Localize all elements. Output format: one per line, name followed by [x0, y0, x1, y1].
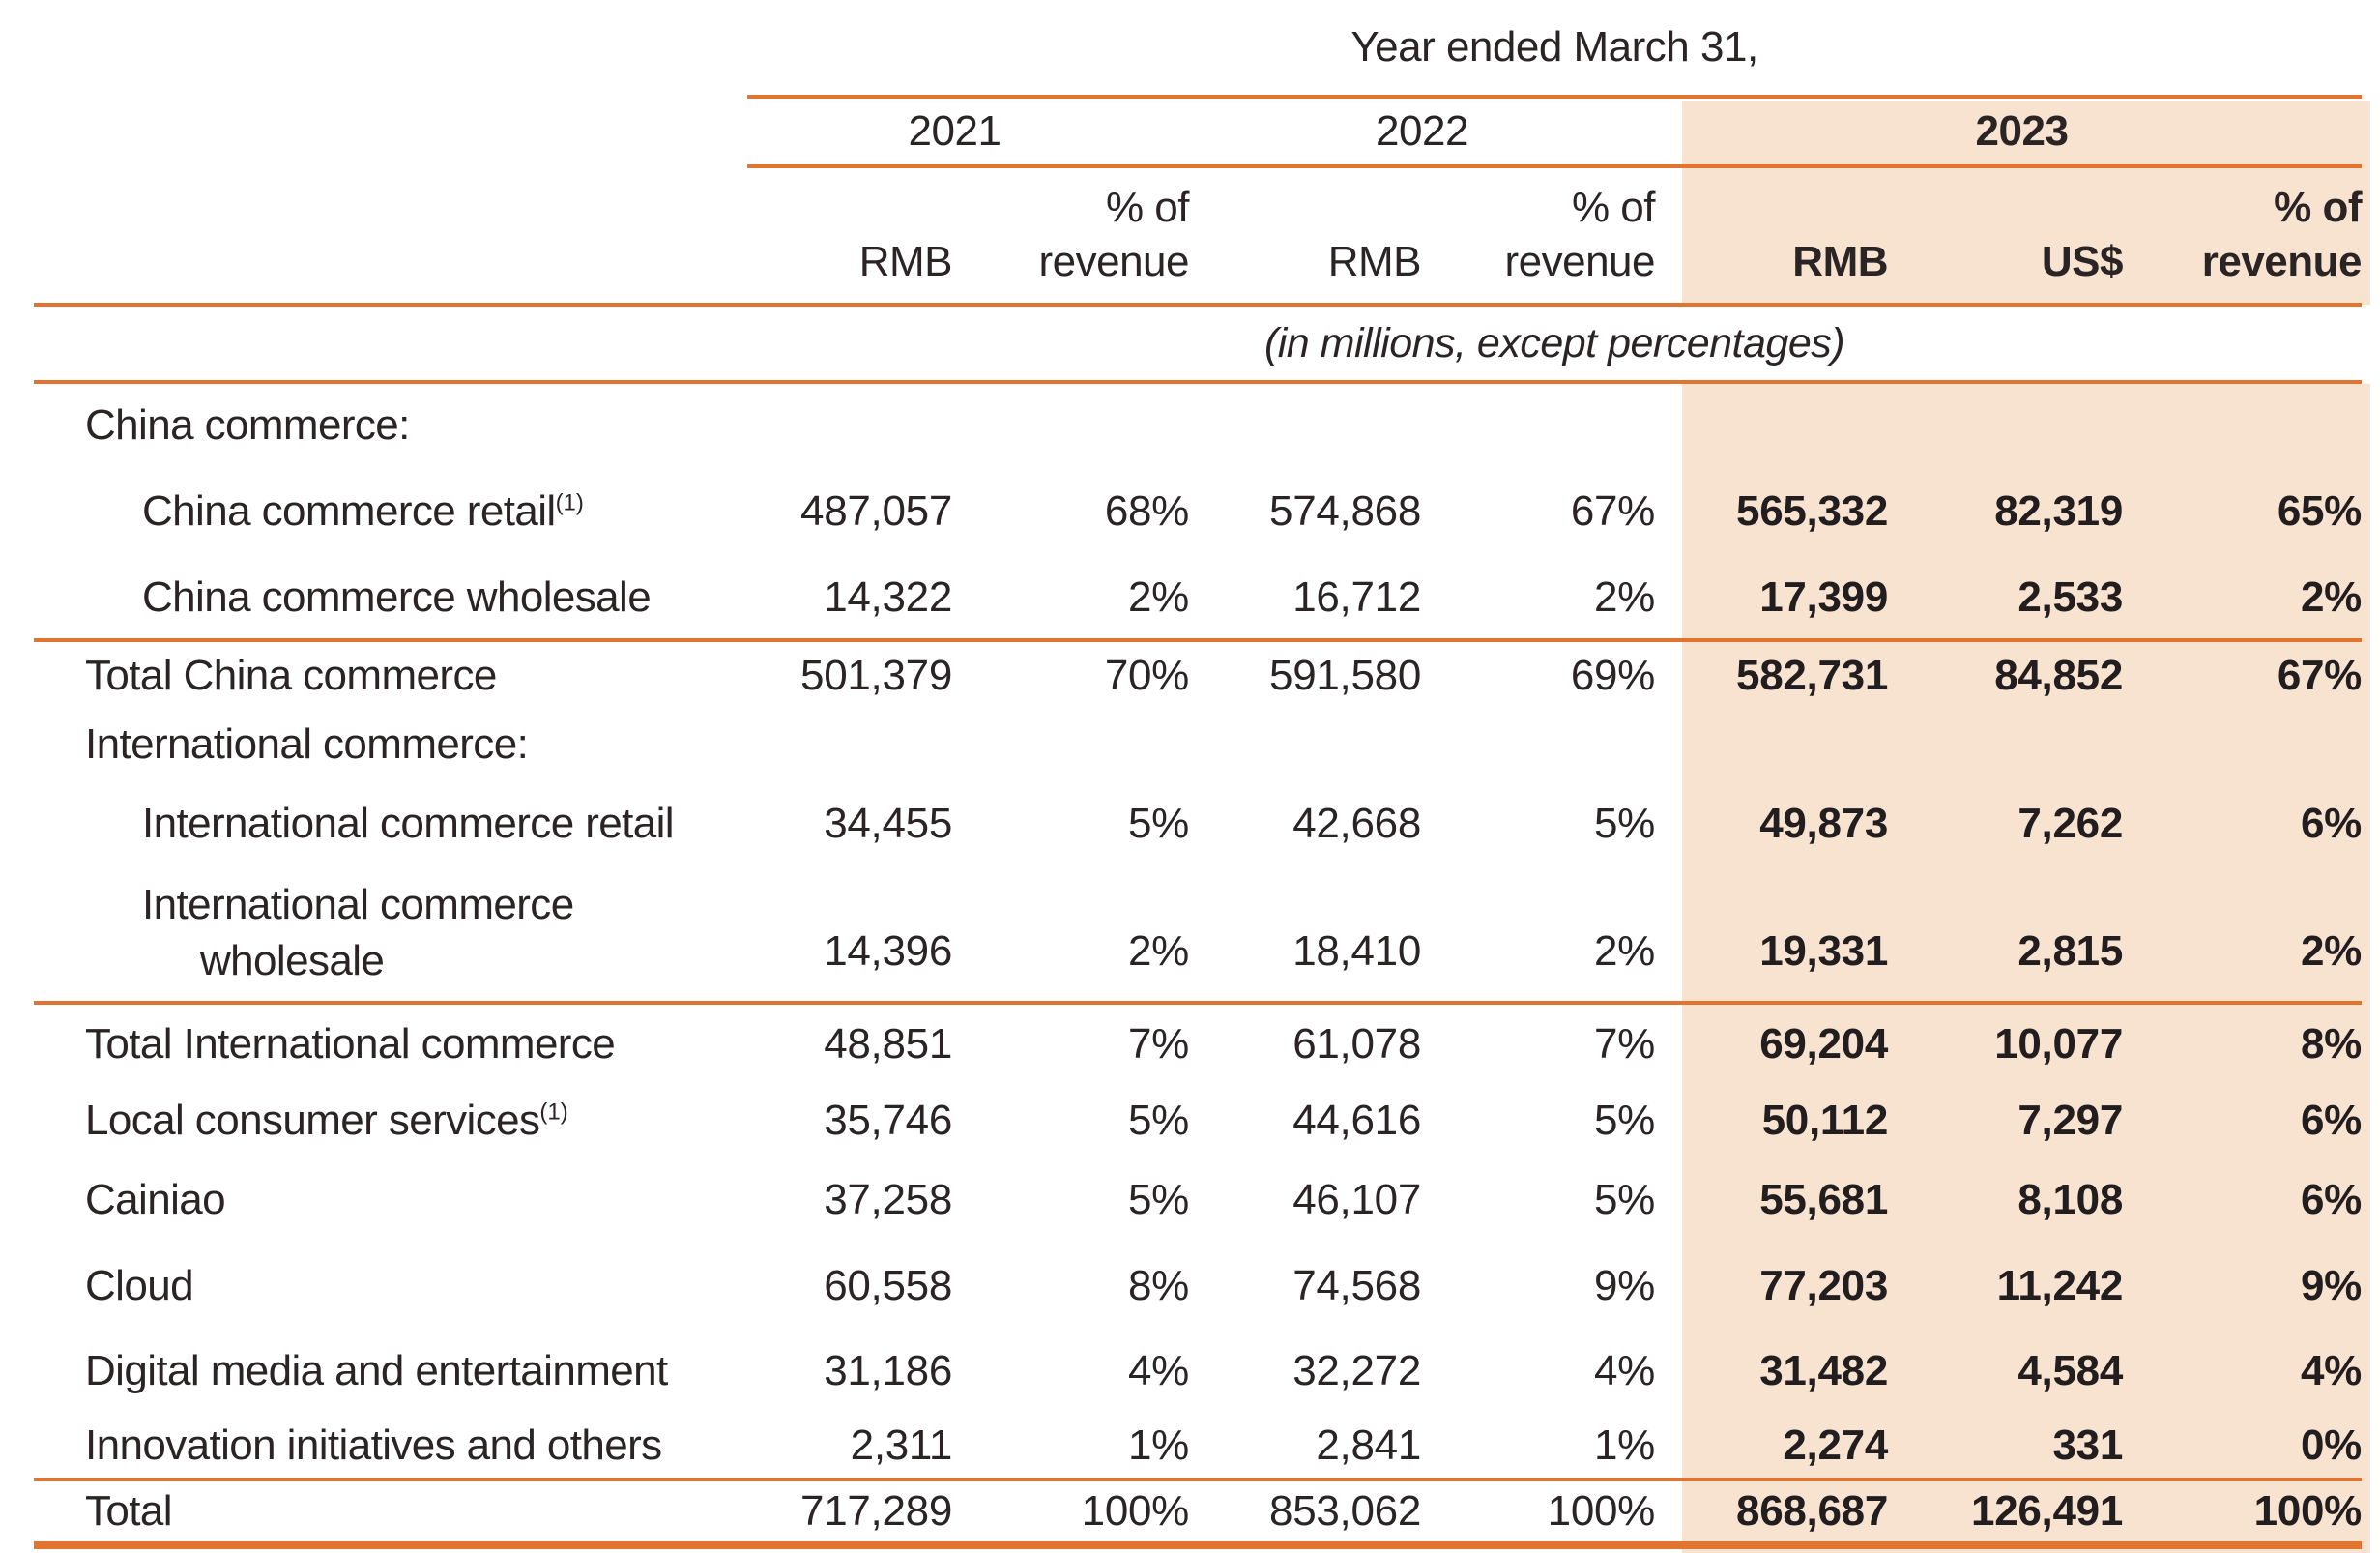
cell-value: 34,455 [824, 800, 952, 847]
cell-value: 9% [2301, 1262, 2362, 1309]
cell-value: 6% [2301, 800, 2362, 847]
cell-value: 61,078 [1292, 1020, 1421, 1068]
cell-value: 67% [2277, 652, 2362, 699]
cell-value: 32,272 [1292, 1347, 1421, 1394]
cell-value: 868,687 [1736, 1487, 1888, 1535]
row-label [34, 570, 720, 626]
cell-value: 0% [2301, 1421, 2362, 1469]
table-row [34, 1243, 2362, 1330]
cell-value: 574,868 [1269, 487, 1421, 535]
year-header-row [34, 99, 2362, 164]
col-header-2023-usd [1888, 168, 2123, 303]
cell-value: 68% [1104, 487, 1189, 535]
cell-value: 14,396 [824, 927, 952, 975]
cell-value: 8,108 [2017, 1176, 2123, 1223]
cell-value: 74,568 [1292, 1262, 1421, 1309]
row-label-text: China commerce: [85, 401, 410, 449]
cell-value: 8% [1128, 1262, 1189, 1309]
row-label [34, 877, 720, 1001]
cell-value: 69,204 [1759, 1020, 1888, 1068]
cell-value: 69% [1570, 652, 1655, 699]
cell-value: 49,873 [1759, 800, 1888, 847]
year-ended-caption: Year ended March 31, [1350, 23, 1758, 71]
cell-value: 5% [1594, 1097, 1655, 1144]
cell-value: 60,558 [824, 1262, 952, 1309]
cell-value: 6% [2301, 1097, 2362, 1144]
cell-value: 2% [1128, 927, 1189, 975]
table-row [34, 384, 2362, 467]
row-label-text: Total International commerce [85, 1020, 616, 1068]
cell-value: 2,311 [850, 1421, 952, 1469]
row-label [34, 1016, 720, 1072]
cell-value: 4,584 [2017, 1347, 2123, 1394]
col-header-2021-pct [952, 168, 1189, 303]
revenue-label: revenue [1038, 238, 1189, 285]
cell-value: 487,057 [800, 487, 952, 535]
cell-value: 4% [1594, 1347, 1655, 1394]
row-label-line: International commerce [142, 881, 574, 928]
table-body [34, 384, 2362, 1541]
row-label-text: International commerce: [85, 720, 529, 768]
pct-of-label: % of [1571, 184, 1655, 231]
cell-value: 70% [1104, 652, 1189, 699]
footnote-marker: (1) [555, 489, 584, 516]
row-label [34, 397, 720, 454]
cell-value: 31,186 [824, 1347, 952, 1394]
pct-of-label: % of [1105, 184, 1189, 231]
cell-value: 42,668 [1292, 800, 1421, 847]
cell-value: 1% [1128, 1421, 1189, 1469]
row-label-text: Total China commerce [85, 652, 497, 699]
row-label [34, 1172, 720, 1228]
cell-value: 331 [2052, 1421, 2123, 1469]
table-row [34, 1084, 2362, 1157]
row-label [34, 717, 720, 773]
row-label [34, 1483, 720, 1539]
column-header-row [34, 168, 2362, 303]
cell-value: 18,410 [1292, 927, 1421, 975]
cell-value: 100% [1081, 1487, 1189, 1535]
col-header-2023-pct [2123, 168, 2362, 303]
cell-value: 853,062 [1269, 1487, 1421, 1535]
table-row [34, 779, 2362, 868]
unit-note-row [34, 307, 2362, 380]
cell-value: 100% [2253, 1487, 2362, 1535]
footnote-marker: (1) [539, 1099, 568, 1126]
unit-note: (in millions, except percentages) [1263, 319, 1845, 366]
table-row [34, 642, 2362, 710]
row-label [34, 483, 720, 540]
cell-value: 84,852 [1994, 652, 2123, 699]
table-row [34, 710, 2362, 779]
rmb-label: RMB [858, 238, 952, 285]
cell-value: 67% [1570, 487, 1655, 535]
cell-value: 17,399 [1759, 572, 1888, 621]
cell-value: 50,112 [1761, 1097, 1888, 1144]
col-header-2023-rmb [1655, 168, 1888, 303]
table-row [34, 1481, 2362, 1541]
row-label-line: wholesale [200, 937, 385, 984]
empty-label-cell [34, 168, 720, 303]
cell-value: 2,533 [2017, 572, 2123, 621]
cell-value: 4% [2301, 1347, 2362, 1394]
table-row [34, 1005, 2362, 1084]
cell-value: 2% [1594, 927, 1655, 975]
cell-value: 501,379 [800, 652, 952, 699]
row-label-text: China commerce retail [142, 487, 556, 535]
row-label [34, 1258, 720, 1314]
cell-value: 19,331 [1759, 927, 1888, 975]
cell-value: 6% [2301, 1176, 2362, 1223]
cell-value: 5% [1594, 1176, 1655, 1223]
cell-value: 591,580 [1269, 652, 1421, 699]
cell-value: 11,242 [1996, 1262, 2123, 1309]
rmb-label: RMB [1792, 238, 1888, 285]
cell-value: 4% [1128, 1347, 1189, 1394]
cell-value: 10,077 [1994, 1020, 2123, 1068]
cell-value: 9% [1594, 1262, 1655, 1309]
cell-value: 2% [1128, 572, 1189, 621]
cell-value: 48,851 [824, 1020, 952, 1068]
cell-value: 5% [1594, 800, 1655, 847]
cell-value: 2,274 [1783, 1421, 1888, 1469]
row-label-text: Local consumer services [85, 1097, 540, 1144]
row-label [34, 648, 720, 704]
cell-value: 7,297 [2017, 1097, 2123, 1144]
cell-value: 565,332 [1736, 487, 1888, 535]
cell-value: 126,491 [1971, 1487, 2123, 1535]
row-label [34, 796, 720, 852]
cell-value: 2% [1594, 572, 1655, 621]
row-label-text: China commerce wholesale [142, 572, 652, 621]
cell-value: 7% [1594, 1020, 1655, 1068]
usd-label: US$ [2041, 238, 2123, 285]
pct-of-label: % of [2274, 184, 2362, 231]
table-row [34, 1413, 2362, 1478]
cell-value: 37,258 [824, 1176, 952, 1223]
cell-value: 82,319 [1994, 487, 2123, 535]
cell-value: 55,681 [1759, 1176, 1888, 1223]
table-caption-row [34, 0, 2362, 95]
cell-value: 717,289 [800, 1487, 952, 1535]
cell-value: 1% [1594, 1421, 1655, 1469]
cell-value: 14,322 [824, 572, 952, 621]
year-2023-header: 2023 [1975, 107, 2069, 155]
table-row [34, 467, 2362, 556]
row-label-text: International commerce retail [142, 800, 674, 847]
rmb-label: RMB [1327, 238, 1421, 285]
cell-value: 16,712 [1292, 572, 1421, 621]
row-label-text: Innovation initiatives and others [85, 1421, 662, 1469]
revenue-label: revenue [2201, 238, 2362, 285]
cell-value: 582,731 [1736, 652, 1888, 699]
table-row [34, 556, 2362, 638]
table-row [34, 1157, 2362, 1243]
row-label-text: Cloud [85, 1262, 193, 1309]
cell-value: 7,262 [2017, 800, 2123, 847]
cell-value: 2,841 [1316, 1421, 1421, 1469]
cell-value: 2,815 [2017, 927, 2123, 975]
cell-value: 46,107 [1292, 1176, 1421, 1223]
cell-value: 35,746 [824, 1097, 952, 1144]
cell-value: 2% [2301, 927, 2362, 975]
row-label [34, 1093, 720, 1149]
cell-value: 5% [1128, 1097, 1189, 1144]
cell-value: 5% [1128, 800, 1189, 847]
cell-value: 2% [2301, 572, 2362, 621]
rule-table-bottom [34, 1541, 2362, 1549]
cell-value: 31,482 [1759, 1347, 1888, 1394]
col-header-2021-rmb [720, 168, 952, 303]
cell-value: 44,616 [1292, 1097, 1421, 1144]
row-label [34, 1418, 720, 1474]
cell-value: 8% [2301, 1020, 2362, 1068]
table-row [34, 1330, 2362, 1413]
table-row [34, 868, 2362, 1001]
row-label [34, 1343, 720, 1399]
cell-value: 5% [1128, 1176, 1189, 1223]
row-label-text: Total [85, 1487, 172, 1535]
col-header-2022-rmb [1189, 168, 1421, 303]
cell-value: 7% [1128, 1020, 1189, 1068]
revenue-label: revenue [1504, 238, 1655, 285]
cell-value: 100% [1547, 1487, 1655, 1535]
year-2021-header: 2021 [908, 107, 1001, 155]
cell-value: 65% [2277, 487, 2362, 535]
year-2022-header: 2022 [1376, 107, 1468, 155]
cell-value: 77,203 [1759, 1262, 1888, 1309]
row-label-text: Digital media and entertainment [85, 1347, 668, 1394]
bottom-margin [34, 1549, 2362, 1553]
row-label-text: Cainiao [85, 1176, 226, 1223]
col-header-2022-pct [1421, 168, 1655, 303]
